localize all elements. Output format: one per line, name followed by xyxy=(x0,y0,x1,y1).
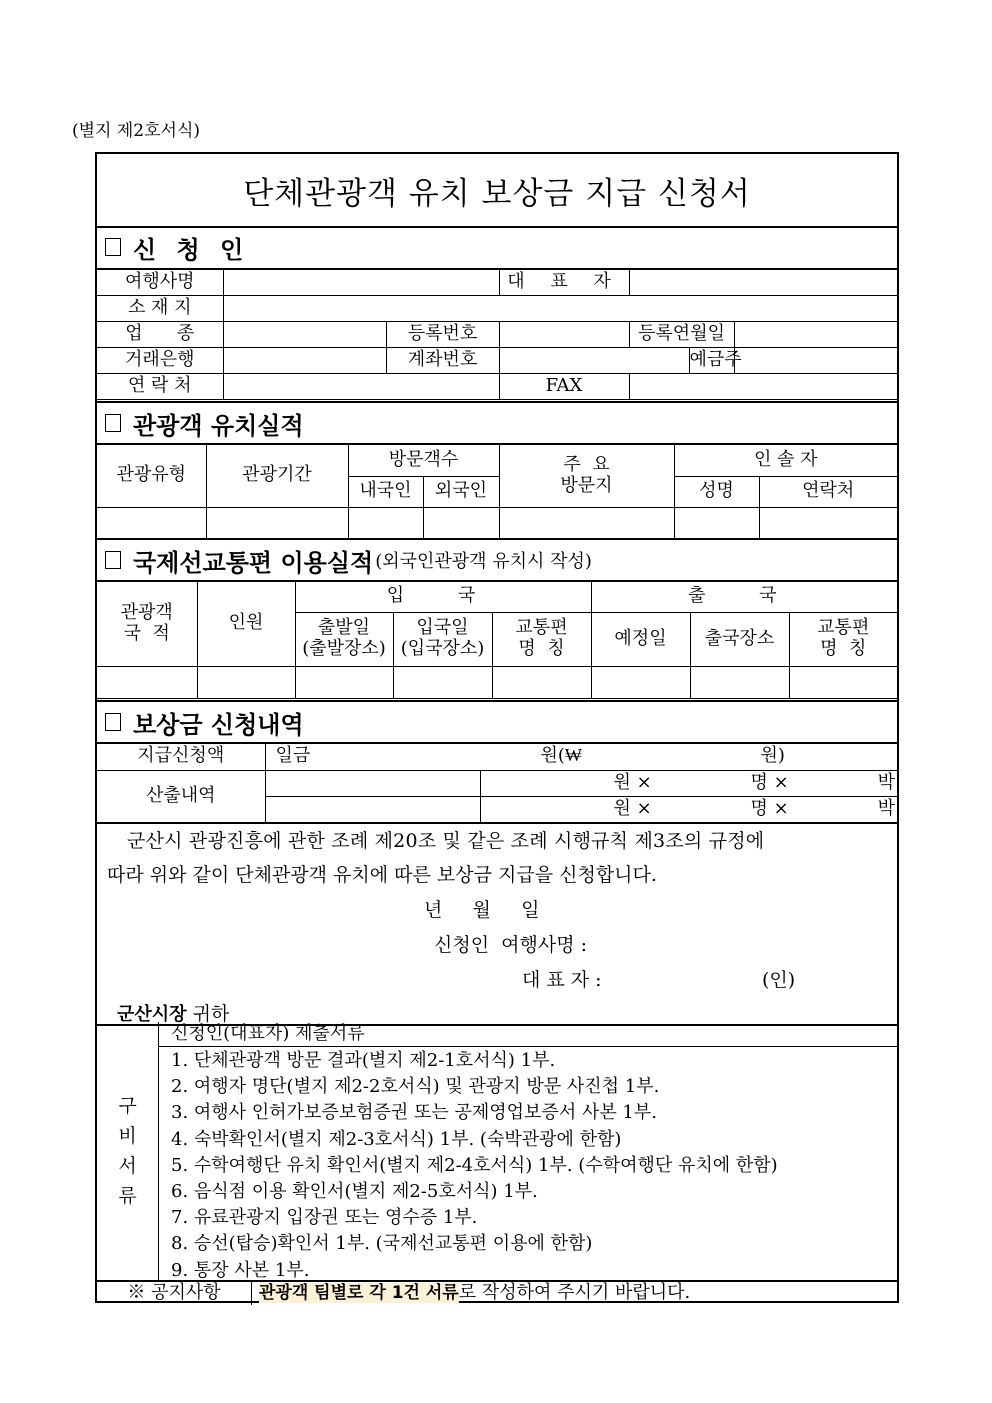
header-vehicle-bottom: 명 칭 xyxy=(518,638,565,659)
header-tour-period: 관광기간 xyxy=(206,445,348,507)
header-guide-contact: 연락처 xyxy=(759,476,897,507)
foreign-count-input[interactable] xyxy=(423,507,499,538)
document-item: 6. 음식점 이용 확인서(별지 제2-5호서식) 1부. xyxy=(171,1180,538,1202)
label-registration-number: 등록번호 xyxy=(386,321,499,347)
label-account-holder: 예금주 xyxy=(689,347,734,373)
section-title: 관광객 유치실적 xyxy=(133,411,304,440)
header-tour-type: 관광유형 xyxy=(97,445,206,507)
entry-vehicle-input[interactable] xyxy=(492,666,591,698)
recipient-suffix: 귀하 xyxy=(186,1003,230,1025)
label-business-type: 업 종 xyxy=(97,321,223,347)
representative-label: 대 표 자 : xyxy=(522,969,602,991)
label-amount: 지급신청액 xyxy=(97,744,265,770)
section-performance-heading xyxy=(97,401,897,445)
notice-highlight: 관광객 팀별로 각 1건 서류 xyxy=(259,1283,459,1303)
amount-won: 원(₩ xyxy=(540,745,582,766)
scheduled-date-input[interactable] xyxy=(591,666,690,698)
account-number-field[interactable] xyxy=(499,347,689,373)
seal-mark: (인) xyxy=(762,969,796,991)
amount-close: 원) xyxy=(760,745,785,766)
header-entry: 입 국 xyxy=(295,582,591,612)
checkbox-square-icon xyxy=(105,713,121,731)
side-char: 류 xyxy=(118,1185,137,1207)
documents-heading: 신청인(대표자) 제출서류 xyxy=(159,1022,897,1047)
domestic-count-input[interactable] xyxy=(348,507,423,538)
section-compensation-heading xyxy=(97,700,897,744)
label-bank: 거래은행 xyxy=(97,347,223,373)
header-main-top: 주 요 xyxy=(563,454,610,476)
label-representative: 대 표 자 xyxy=(499,270,629,295)
guide-contact-input[interactable] xyxy=(759,507,897,538)
exit-vehicle-input[interactable] xyxy=(789,666,897,698)
section-title: 보상금 신청내역 xyxy=(133,710,304,739)
header-arrival-top: 입국일 xyxy=(416,617,469,639)
registration-date-field[interactable] xyxy=(734,321,897,347)
header-exit-place: 출국장소 xyxy=(690,612,789,666)
compensation-table xyxy=(97,744,897,823)
bank-field[interactable] xyxy=(223,347,386,373)
main-destination-input[interactable] xyxy=(499,507,674,538)
fax-field[interactable] xyxy=(629,373,897,399)
label-account-number: 계좌번호 xyxy=(386,347,499,373)
declaration-line1: 군산시 관광진흥에 관한 조례 제20조 및 같은 조례 시행규칙 제3조의 규정에 xyxy=(127,830,765,852)
required-documents-label xyxy=(97,1022,159,1280)
document-item: 8. 승선(탑승)확인서 1부. (국제선교통편 이용에 한함) xyxy=(171,1233,593,1255)
business-type-field[interactable] xyxy=(223,321,386,347)
notice-message xyxy=(259,1282,690,1304)
agency-name-field[interactable] xyxy=(223,270,499,295)
date-line: 년 월 일 xyxy=(424,899,540,921)
label-contact: 연 락 처 xyxy=(97,373,223,399)
nationality-input[interactable] xyxy=(97,666,197,698)
document-item: 3. 여행사 인허가보증보험증권 또는 공제영업보증서 사본 1부. xyxy=(171,1102,657,1124)
document-item: 5. 수학여행단 유치 확인서(별지 제2-4호서식) 1부. (수학여행단 유치에 한함) xyxy=(171,1154,778,1176)
header-scheduled-date: 예정일 xyxy=(591,612,690,666)
header-exit-vehicle xyxy=(789,612,897,666)
side-char: 서 xyxy=(118,1155,137,1177)
document-item: 9. 통장 사본 1부. xyxy=(171,1259,310,1281)
header-arrival-bottom: (입국장소) xyxy=(400,638,485,659)
application-form xyxy=(95,152,899,1303)
recipient-name: 군산시장 xyxy=(117,1004,187,1025)
label-address: 소 재 지 xyxy=(97,295,223,321)
arrival-input[interactable] xyxy=(393,666,492,698)
documents-list xyxy=(159,1048,897,1284)
address-field[interactable] xyxy=(223,295,897,321)
header-vehicle2-top: 교통편 xyxy=(817,617,870,639)
calc-row1-formula[interactable] xyxy=(480,770,897,796)
checkbox-square-icon xyxy=(105,551,121,569)
people-input[interactable] xyxy=(197,666,295,698)
applicant-agency-label: 신청인 여행사명 : xyxy=(434,934,587,956)
header-departure-top: 출발일 xyxy=(317,617,371,639)
calc-nights: 박 xyxy=(877,797,895,819)
exit-place-input[interactable] xyxy=(690,666,789,698)
label-calculation: 산출내역 xyxy=(97,770,265,822)
declaration-line2: 따라 위와 같이 단체관광객 유치에 따른 보상금 지급을 신청합니다. xyxy=(107,864,657,886)
guide-name-input[interactable] xyxy=(674,507,759,538)
header-visitor-count: 방문객수 xyxy=(348,445,499,476)
header-main-bottom: 방문지 xyxy=(560,474,613,496)
header-nationality-bottom: 국 적 xyxy=(123,622,170,644)
performance-table xyxy=(97,445,897,539)
document-item: 7. 유료관광지 입장권 또는 영수증 1부. xyxy=(171,1207,478,1229)
notice-label: ※ 공지사항 xyxy=(97,1282,252,1305)
section-applicant-heading xyxy=(97,226,897,270)
document-item: 1. 단체관광객 방문 결과(별지 제2-1호서식) 1부. xyxy=(171,1050,556,1071)
label-agency-name: 여행사명 xyxy=(97,270,223,295)
header-people: 인원 xyxy=(197,582,295,666)
header-foreign: 외국인 xyxy=(423,476,499,507)
header-nationality xyxy=(97,582,197,666)
departure-input[interactable] xyxy=(295,666,393,698)
registration-number-field[interactable] xyxy=(499,321,629,347)
label-registration-date: 등록연월일 xyxy=(629,321,734,347)
header-guide: 인 솔 자 xyxy=(674,445,897,476)
header-vehicle2-bottom: 명 칭 xyxy=(820,638,867,659)
label-fax: FAX xyxy=(499,373,629,399)
section-title: 신 청 인 xyxy=(133,235,250,264)
side-char: 비 xyxy=(118,1125,137,1147)
account-holder-field[interactable] xyxy=(734,347,897,373)
document-item: 4. 숙박확인서(별지 제2-3호서식) 1부. (숙박관광에 한함) xyxy=(171,1128,622,1150)
header-guide-name: 성명 xyxy=(674,476,759,507)
amount-field[interactable] xyxy=(265,744,897,770)
calc-people: 명 × xyxy=(750,771,789,793)
declaration-block xyxy=(97,822,897,1026)
section-title: 국제선교통편 이용실적 xyxy=(133,548,374,577)
calc-won: 원 × xyxy=(613,771,652,793)
side-char: 구 xyxy=(118,1095,137,1117)
header-nationality-top: 관광객 xyxy=(120,602,173,624)
applicant-table xyxy=(97,270,897,400)
header-exit: 출 국 xyxy=(591,582,897,612)
contact-field[interactable] xyxy=(223,373,499,399)
calc-row2-formula[interactable] xyxy=(480,796,897,822)
form-number-label: (별지 제2호서식) xyxy=(72,121,201,141)
header-domestic: 내국인 xyxy=(348,476,423,507)
header-vehicle-top: 교통편 xyxy=(515,617,568,639)
header-arrival-date xyxy=(393,612,492,666)
section-note: (외국인관광객 유치시 작성) xyxy=(375,551,592,572)
header-main-destination xyxy=(499,445,674,507)
transport-table xyxy=(97,582,897,699)
form-title: 단체관광객 유치 보상금 지급 신청서 xyxy=(97,154,897,228)
checkbox-square-icon xyxy=(105,414,121,432)
tour-type-input[interactable] xyxy=(97,507,206,538)
calc-row1-input[interactable] xyxy=(265,770,480,796)
calc-nights: 박 xyxy=(877,771,895,793)
required-documents xyxy=(97,1022,897,1280)
notice-rest: 로 작성하여 주시기 바랍니다. xyxy=(458,1282,691,1303)
section-transport-heading xyxy=(97,538,897,582)
calc-won: 원 × xyxy=(613,797,652,819)
checkbox-square-icon xyxy=(105,238,121,256)
header-departure-date xyxy=(295,612,393,666)
header-departure-bottom: (출발장소) xyxy=(302,638,386,659)
header-entry-vehicle xyxy=(492,612,591,666)
representative-field[interactable] xyxy=(629,270,897,295)
calc-people: 명 × xyxy=(750,797,789,819)
document-item: 2. 여행자 명단(별지 제2-2호서식) 및 관광지 방문 사진첩 1부. xyxy=(171,1076,660,1098)
calc-row2-input[interactable] xyxy=(265,796,480,822)
notice-row xyxy=(97,1280,897,1305)
amount-prefix: 일금 xyxy=(275,745,311,766)
tour-period-input[interactable] xyxy=(206,507,348,538)
